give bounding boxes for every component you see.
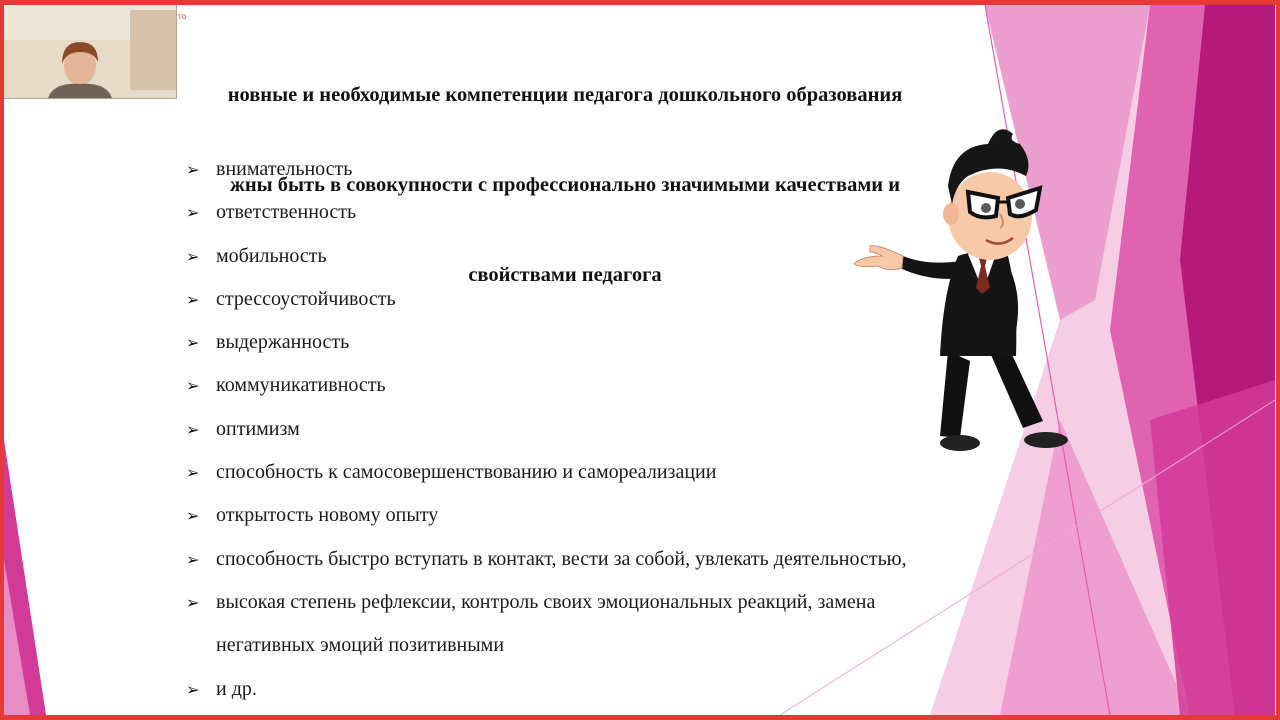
webcam-video-overlay[interactable] <box>0 0 177 99</box>
list-item-text: высокая степень рефлексии, контроль своих эмоциональных реакций, замена <box>216 590 876 613</box>
list-item-text: стрессоустойчивость <box>216 287 396 310</box>
list-item-text: внимательность <box>216 158 353 180</box>
list-item <box>186 581 1086 624</box>
arrow-bullet-icon: ➢ <box>186 506 200 526</box>
cartoon-teacher-illustration <box>848 116 1078 461</box>
arrow-bullet-icon: ➢ <box>186 333 200 353</box>
list-item-text: способность быстро вступать в контакт, вести за собой, увлекать деятельностью, <box>216 547 907 570</box>
webcam-person-icon <box>0 0 176 98</box>
arrow-bullet-icon: ➢ <box>186 376 200 396</box>
list-item <box>186 494 1086 537</box>
arrow-bullet-icon: ➢ <box>186 203 200 223</box>
arrow-bullet-icon: ➢ <box>186 289 200 309</box>
slide-title-line-1: новные и необходимые компетенции педагога дошкольного образования <box>227 84 903 106</box>
list-item-text: коммуникативность <box>216 374 386 397</box>
list-item-continuation <box>186 624 1086 667</box>
webcam-label: то <box>178 12 187 21</box>
arrow-bullet-icon: ➢ <box>186 160 200 179</box>
arrow-bullet-icon: ➢ <box>186 549 200 569</box>
list-item-text: негативных эмоций позитивными <box>216 634 505 657</box>
list-item-text: и др. <box>216 677 257 700</box>
list-item-text: оптимизм <box>216 417 300 440</box>
list-item-text: способность к самосовершенствованию и самореализации <box>216 461 717 484</box>
list-item-text: мобильность <box>216 244 327 267</box>
list-item-text: ответственность <box>216 201 357 224</box>
list-item <box>186 538 1086 581</box>
slide-title-line-2: жны быть в совокупности с профессионально значимыми качествами и <box>229 174 901 196</box>
slide-title-line-3: свойствами педагога <box>468 264 662 286</box>
list-item-text: открытость новому опыту <box>216 504 439 527</box>
list-item <box>186 668 1086 711</box>
arrow-bullet-icon: ➢ <box>186 592 200 612</box>
list-item-text: выдержанность <box>216 331 350 354</box>
arrow-bullet-icon: ➢ <box>186 419 200 439</box>
arrow-bullet-icon: ➢ <box>186 679 200 699</box>
arrow-bullet-icon: ➢ <box>186 463 200 483</box>
arrow-bullet-icon: ➢ <box>186 246 200 266</box>
